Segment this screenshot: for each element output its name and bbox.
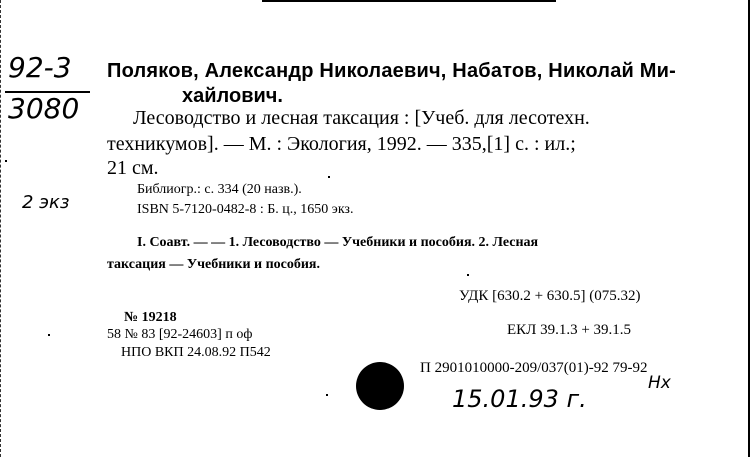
title-line-3: 21 см. [107,157,159,179]
subject-headings-line-1: I. Соавт. — — 1. Лесоводство — Учебники и пособия. 2. Лесная [137,235,539,250]
card-left-border [0,0,1,457]
punch-hole [356,362,404,410]
handwritten-date: 15.01.93 г. [452,385,587,413]
ink-speck [326,394,328,396]
bibliography-note: Библиогр.: с. 334 (20 назв.). [137,182,302,197]
ink-speck [467,274,469,276]
handwritten-copies-note: 2 экз [22,192,70,213]
handwritten-mark: Нх [648,373,671,393]
ink-speck [328,176,330,178]
card-number: № 19218 [124,310,177,325]
isbn-line: ISBN 5-7120-0482-8 : Б. ц., 1650 экз. [137,202,354,217]
udk-code: УДК [630.2 + 630.5] (075.32) [459,288,641,304]
card-top-border [262,0,556,2]
ink-speck [48,334,50,336]
title-line-1: Лесоводство и лесная таксация : [Учеб. для лесотехн. [133,107,590,129]
ink-speck [5,160,7,162]
title-line-2: техникумов]. — М. : Экология, 1992. — 335,[1] с. : ил.; [107,133,576,155]
handwritten-class-number: 92-3 [8,51,72,84]
subject-headings-line-2: таксация — Учебники и пособия. [107,257,320,272]
handwritten-cutter-number: 3080 [8,92,80,125]
author-line-2: хайлович. [182,85,283,107]
npo-line: НПО ВКП 24.08.92 П542 [121,345,271,360]
registration-line: 58 № 83 [92-24603] п оф [107,327,253,342]
catalog-code: П 2901010000-209/037(01)-92 79-92 [420,360,648,376]
ekl-code: ЕКЛ 39.1.3 + 39.1.5 [507,322,632,338]
author-line-1: Поляков, Александр Николаевич, Набатов, Николай Ми- [107,60,676,82]
